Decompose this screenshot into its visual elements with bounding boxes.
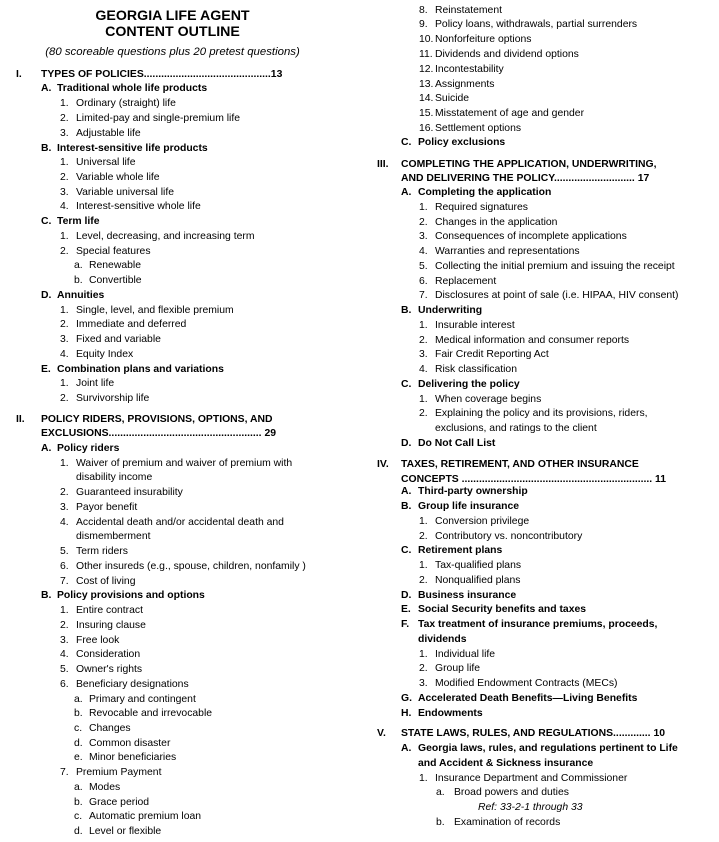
left-outline-line: Modes [89,781,121,793]
right-outline-line: Do Not Call List [418,437,496,449]
left-item-number: d. [74,826,83,838]
right-outline-line: exclusions, and ratings to the client [435,423,597,434]
left-item-number: b. [74,708,83,720]
left-outline-line: Convertible [89,275,142,287]
right-outline-line: Replacement [435,275,497,287]
left-item-number: 3. [60,334,69,346]
right-outline-line: Contributory vs. noncontributory [435,530,583,542]
right-item-number: 2. [419,663,428,675]
right-item-number: 3. [419,349,428,361]
left-outline-line: Owner's rights [76,664,143,675]
left-outline-line: Renewable [89,260,141,272]
left-outline-line: Policy riders [57,443,120,455]
right-outline-line: Policy loans, withdrawals, partial surrenders [435,19,638,31]
left-outline-line: POLICY RIDERS, PROVISIONS, OPTIONS, AND [41,413,273,425]
right-outline-line: Collecting the initial premium and issuing the receipt [435,260,675,272]
left-item-number: 3. [60,186,69,198]
left-item-number: 3. [60,127,69,139]
left-item-number: II. [16,413,25,425]
right-outline-line: Incontestability [435,63,504,75]
right-outline-line: Group life [435,663,481,675]
right-item-number: 6. [419,275,428,287]
right-outline-line: COMPLETING THE APPLICATION, UNDERWRITING, [401,158,657,170]
right-item-number: G. [401,692,412,704]
left-outline-line: Consideration [76,649,141,661]
left-item-number: 5. [60,664,69,675]
left-outline-line: Equity Index [76,348,134,360]
left-outline-line: Survivorship life [76,393,150,405]
right-outline-line: Modified Endowment Contracts (MECs) [435,678,618,689]
right-outline-line: Settlement options [435,122,522,134]
left-item-number: A. [41,83,52,95]
left-outline-line: Accidental death and/or accidental death and [76,516,284,528]
right-item-number: 3. [419,231,428,243]
left-item-number: 3. [60,501,69,513]
right-outline-line: Assignments [435,78,495,90]
left-outline-line: Cost of living [76,575,136,587]
right-outline-line: Medical information and consumer reports [435,334,630,346]
left-item-number: e. [74,752,83,764]
left-item-number: 2. [60,487,69,499]
left-outline-line: Ordinary (straight) life [76,98,176,109]
right-item-number: 3. [419,678,428,689]
right-item-number: 4. [419,246,428,258]
left-item-number: 1. [60,98,69,109]
left-item-number: 2. [60,245,69,257]
right-outline-line: Delivering the policy [418,378,520,390]
right-item-number: C. [401,378,412,390]
right-item-number: D. [401,589,412,601]
right-item-number: III. [377,158,389,170]
right-outline-line: Group life insurance [418,501,520,513]
right-outline-line: Georgia laws, rules, and regulations pertinent to Life [418,743,678,755]
left-item-number: 2. [60,619,69,631]
left-item-number: 2. [60,319,69,331]
right-outline-line: Individual life [435,648,496,660]
right-outline-line: Dividends and dividend options [435,48,579,60]
right-item-number: 15. [419,107,434,119]
right-outline-line: Underwriting [418,305,483,317]
right-outline-line: Retirement plans [418,545,503,557]
right-item-number: C. [401,137,412,149]
right-outline-line: Third-party ownership [418,486,528,498]
right-item-number: 2. [419,574,428,586]
left-outline-line: disability income [76,472,153,484]
left-item-number: 2. [60,172,69,183]
right-outline-line: Suicide [435,93,470,105]
left-item-number: d. [74,737,83,749]
right-outline-line: Endowments [418,707,483,719]
right-item-number: 5. [419,260,428,272]
left-outline-line: Adjustable life [76,127,141,139]
left-item-number: I. [16,68,22,80]
right-outline-line: STATE LAWS, RULES, AND REGULATIONS............. 10 [401,728,666,740]
right-item-number: D. [401,437,412,449]
right-outline-line: Business insurance [418,589,517,601]
right-item-number: B. [401,501,412,513]
left-item-number: 1. [60,378,69,390]
left-item-number: 7. [60,767,69,779]
right-item-number: 1. [419,393,428,405]
left-item-number: a. [74,693,83,705]
right-outline-line: Broad powers and duties [454,787,569,799]
right-item-number: 11. [419,48,433,60]
left-outline-line: Joint life [76,378,115,390]
right-outline-line: Examination of records [454,816,561,828]
left-outline-line: Common disaster [89,737,171,749]
left-outline-line: Insuring clause [76,619,146,631]
left-outline-line: Grace period [89,796,150,808]
right-item-number: A. [401,486,412,498]
right-outline-line: Nonforfeiture options [435,34,532,46]
left-item-number: B. [41,590,52,602]
left-item-number: C. [41,216,52,228]
right-item-number: H. [401,707,412,719]
left-item-number: 3. [60,634,69,646]
left-item-number: 4. [60,201,69,213]
left-outline-line: Guaranteed insurability [76,487,183,499]
right-item-number: 8. [419,4,428,16]
right-outline-line: When coverage begins [435,393,542,405]
left-outline-line: Annuities [57,289,105,301]
left-item-number: 4. [60,348,69,360]
right-item-number: B. [401,305,412,317]
right-item-number: a. [436,787,445,799]
left-item-number: E. [41,363,51,375]
left-item-number: 2. [60,393,69,405]
left-outline-line: Beneficiary designations [76,678,189,690]
left-outline-line: Other insureds (e.g., spouse, children, nonfamily ) [76,560,306,572]
left-outline-line: Entire contract [76,605,143,616]
right-item-number: 2. [419,334,428,346]
right-item-number: 13. [419,78,434,90]
right-item-number: E. [401,604,411,616]
left-outline-line: Level or flexible [89,826,162,838]
left-outline-line: Variable whole life [76,172,160,183]
right-outline-line: Ref: 33-2-1 through 33 [478,802,583,814]
right-item-number: b. [436,816,445,828]
left-outline-line: Single, level, and flexible premium [76,304,234,316]
left-item-number: B. [41,142,52,154]
left-item-number: 1. [60,304,69,316]
left-item-number: 4. [60,516,69,528]
right-item-number: 1. [419,319,428,331]
left-outline-line: Free look [76,634,120,646]
right-item-number: V. [377,728,386,740]
right-item-number: 10. [419,34,434,46]
left-outline-line: Special features [76,245,151,257]
left-outline-line: Variable universal life [76,186,174,198]
left-outline-line: Premium Payment [76,767,162,779]
left-item-number: 1. [60,230,69,242]
right-item-number: 1. [419,201,428,213]
right-outline-line: Insurance Department and Commissioner [435,772,628,784]
right-item-number: 1. [419,515,428,527]
right-item-number: 9. [419,19,428,31]
left-item-number: b. [74,796,83,808]
left-outline-line: Traditional whole life products [57,83,208,95]
right-item-number: A. [401,743,412,755]
left-outline-line: Immediate and deferred [76,319,187,331]
right-outline-line: Tax-qualified plans [435,560,522,572]
left-outline-line: Fixed and variable [76,334,161,346]
left-outline-line: Interest-sensitive life products [57,142,208,154]
right-item-number: 2. [419,408,428,420]
left-item-number: b. [74,275,83,287]
left-item-number: c. [74,811,83,823]
left-item-number: D. [41,289,52,301]
right-item-number: 12. [419,63,434,75]
left-item-number: 6. [60,678,69,690]
left-outline-line: Primary and contingent [89,693,196,705]
right-outline-line: Disclosures at point of sale (i.e. HIPAA, HIV consent) [435,290,679,302]
right-item-number: 2. [419,216,428,228]
left-item-number: 1. [60,157,69,169]
left-outline-line: Level, decreasing, and increasing term [76,230,255,242]
doc-subtitle: (80 scoreable questions plus 20 pretest questions) [45,46,300,58]
right-item-number: F. [401,619,410,631]
left-item-number: c. [74,723,83,734]
right-item-number: IV. [377,459,389,471]
left-item-number: 1. [60,457,69,469]
left-item-number: 2. [60,112,69,124]
right-item-number: 4. [419,364,428,375]
doc-title-line1: GEORGIA LIFE AGENT [95,8,250,24]
left-item-number: 5. [60,546,69,558]
right-outline-line: Accelerated Death Benefits—Living Benefits [418,692,638,704]
right-item-number: 1. [419,772,428,784]
left-outline-line: Term life [57,216,100,228]
right-item-number: 16. [419,122,434,134]
left-outline-line: Automatic premium loan [89,811,202,823]
right-outline-line: Policy exclusions [418,137,506,149]
right-item-number: C. [401,545,412,557]
right-outline-line: Changes in the application [435,216,558,228]
right-item-number: A. [401,187,412,199]
right-item-number: 2. [419,530,428,542]
left-outline-line: EXCLUSIONS..................................................... 29 [41,428,276,440]
right-outline-line: Completing the application [418,187,552,199]
left-outline-line: Payor benefit [76,501,138,513]
left-item-number: 1. [60,605,69,616]
left-outline-line: Policy provisions and options [57,590,205,602]
left-outline-line: Revocable and irrevocable [89,708,213,720]
right-outline-line: Fair Credit Reporting Act [435,349,549,361]
left-outline-line: Term riders [76,546,128,558]
left-item-number: 7. [60,575,69,587]
doc-title-line2: CONTENT OUTLINE [105,24,240,40]
left-outline-line: dismemberment [76,531,151,543]
right-outline-line: Warranties and representations [435,246,580,258]
right-outline-line: Consequences of incomplete applications [435,231,627,243]
right-outline-line: Insurable interest [435,319,515,331]
left-item-number: 6. [60,560,69,572]
left-outline-line: Combination plans and variations [57,363,224,375]
left-outline-line: TYPES OF POLICIES............................................13 [41,68,283,80]
left-outline-line: Waiver of premium and waiver of premium with [76,457,293,469]
right-outline-line: Risk classification [435,364,517,375]
right-outline-line: Explaining the policy and its provisions, riders, [435,408,648,420]
left-item-number: a. [74,781,83,793]
right-outline-line: dividends [418,633,467,645]
right-outline-line: Conversion privilege [435,515,530,527]
right-item-number: 1. [419,560,428,572]
right-outline-line: Social Security benefits and taxes [418,604,587,616]
left-outline-line: Interest-sensitive whole life [76,201,201,213]
right-outline-line: Tax treatment of insurance premiums, proceeds, [418,619,658,631]
right-item-number: 14. [419,93,434,105]
right-outline-line: Misstatement of age and gender [435,107,585,119]
right-outline-line: Nonqualified plans [435,574,521,586]
left-item-number: 4. [60,649,69,661]
left-outline-line: Universal life [76,157,136,169]
right-outline-line: Required signatures [435,201,528,213]
left-item-number: a. [74,260,83,272]
left-item-number: A. [41,443,52,455]
right-outline-line: CONCEPTS .................................................................. 11 [401,473,667,485]
left-outline-line: Minor beneficiaries [89,752,177,764]
left-outline-line: Limited-pay and single-premium life [76,112,241,124]
right-item-number: 1. [419,648,428,660]
right-outline-line: and Accident & Sickness insurance [418,757,594,769]
right-item-number: 7. [419,290,428,302]
right-outline-line: TAXES, RETIREMENT, AND OTHER INSURANCE [401,459,639,471]
left-outline-line: Changes [89,723,131,734]
right-outline-line: AND DELIVERING THE POLICY............................ 17 [401,173,650,185]
right-outline-line: Reinstatement [435,4,502,16]
